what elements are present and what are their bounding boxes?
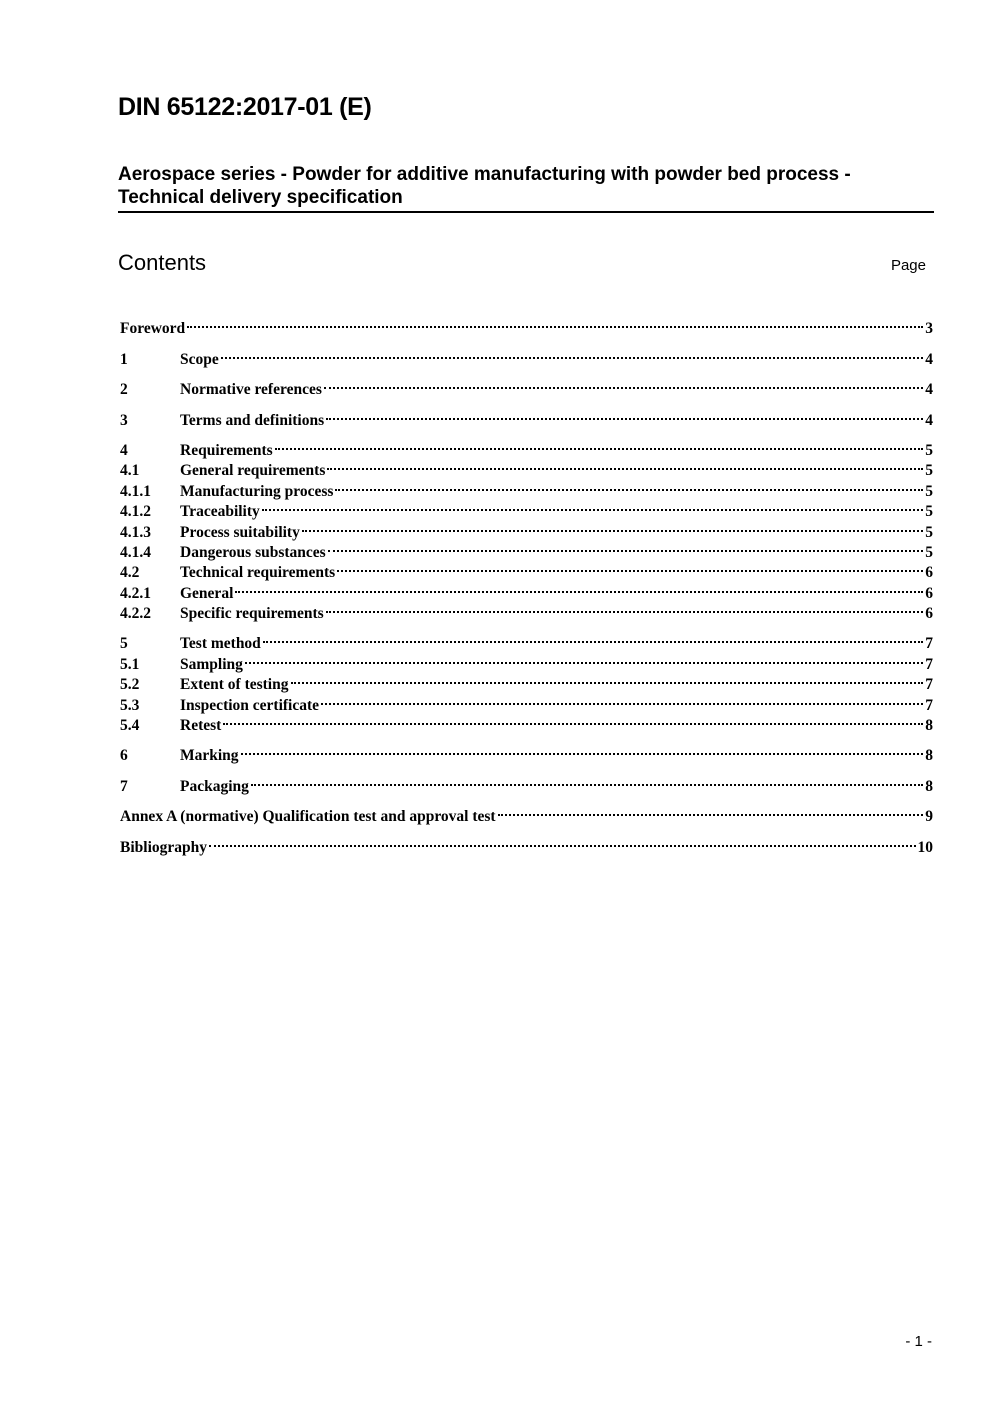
toc-entry-number: 7 [120,777,128,795]
toc-entry-label[interactable]: Foreword [120,320,186,338]
document-title-line-1: Aerospace series - Powder for additive manufacturing with powder bed process - [118,164,851,185]
toc-dot-leader [302,516,923,536]
toc-entry-number: 5.4 [120,717,140,735]
toc-entry-number: 4.1.2 [120,503,151,521]
document-title-line-2: Technical delivery specification [118,187,403,208]
toc-entry-label[interactable]: Annex A (normative) Qualification test and approval test [120,808,496,826]
toc-dot-leader [337,557,923,577]
toc-entry-page[interactable]: 5 [925,543,933,561]
toc-entry-page[interactable]: 6 [925,605,933,623]
toc-dot-leader [187,313,923,333]
toc-entry-page[interactable]: 4 [925,411,933,429]
toc-entry-label[interactable]: Specific requirements [180,605,324,623]
toc-dot-leader [326,404,923,424]
toc-entry-label[interactable]: Dangerous substances [180,543,326,561]
toc-entry-page[interactable]: 7 [925,676,933,694]
contents-heading: Contents [118,250,207,275]
toc-entry-label[interactable]: Scope [180,350,219,368]
toc-entry-number: 5.2 [120,676,140,694]
toc-entry[interactable] [120,710,933,735]
table-of-contents [120,313,933,856]
toc-entry-page[interactable]: 3 [925,320,933,338]
toc-entry[interactable] [120,628,933,653]
toc-entry-label[interactable]: Sampling [180,655,243,673]
toc-entry-label[interactable]: Marking [180,747,239,765]
toc-entry-label[interactable]: Requirements [180,441,273,459]
toc-entry-label[interactable]: General requirements [180,462,326,480]
toc-entry-page[interactable]: 4 [925,381,933,399]
toc-entry-page[interactable]: 7 [925,635,933,653]
toc-entry-number: 3 [120,411,128,429]
toc-entry-label[interactable]: Technical requirements [180,564,336,582]
toc-dot-leader [262,496,923,516]
toc-entry-number: 4.2.1 [120,584,151,602]
toc-dot-leader [263,628,923,648]
toc-entry-page[interactable]: 7 [925,655,933,673]
toc-entry-label[interactable]: Inspection certificate [180,696,320,714]
toc-entry-label[interactable]: Retest [180,717,222,735]
document-id: DIN 65122:2017-01 (E) [118,93,372,121]
document-title [118,163,934,213]
toc-entry-page[interactable]: 10 [917,838,933,856]
toc-entry[interactable] [120,598,933,623]
toc-dot-leader [321,689,923,709]
toc-dot-leader [223,710,923,730]
toc-entry-page[interactable]: 5 [925,441,933,459]
toc-entry-page[interactable]: 7 [925,696,933,714]
toc-entry-page[interactable]: 5 [925,523,933,541]
toc-entry[interactable] [120,343,933,368]
toc-entry-page[interactable]: 5 [925,482,933,500]
page-column-heading: Page [890,257,926,274]
toc-entry-number: 4.1.3 [120,523,151,541]
toc-entry-label[interactable]: Manufacturing process [180,482,334,500]
toc-entry-label[interactable]: Extent of testing [180,676,289,694]
toc-dot-leader [328,537,924,557]
toc-entry[interactable] [120,801,933,826]
toc-entry-number: 5.1 [120,655,140,673]
toc-entry-number: 1 [120,350,128,368]
toc-dot-leader [275,435,924,455]
toc-entry-label[interactable]: Packaging [180,777,249,795]
toc-entry-page[interactable]: 4 [925,350,933,368]
toc-entry[interactable] [120,770,933,795]
toc-entry-label[interactable]: Process suitability [180,523,300,541]
toc-entry-number: 4 [120,441,128,459]
toc-entry-label[interactable]: Traceability [180,503,260,521]
toc-entry-number: 2 [120,381,128,399]
toc-entry-page[interactable]: 8 [925,717,933,735]
toc-entry-number: 6 [120,747,128,765]
toc-dot-leader [326,598,924,618]
toc-entry-number: 5 [120,635,128,653]
toc-entry-page[interactable]: 8 [925,747,933,765]
toc-dot-leader [241,740,924,760]
toc-entry-page[interactable]: 6 [925,564,933,582]
toc-entry-page[interactable]: 5 [925,462,933,480]
toc-entry-label[interactable]: Bibliography [120,838,207,856]
toc-dot-leader [235,577,923,597]
toc-entry-number: 4.2.2 [120,605,151,623]
toc-entry-label[interactable]: General [180,584,234,602]
toc-entry-number: 4.2 [120,564,140,582]
toc-dot-leader [291,669,924,689]
toc-entry-page[interactable]: 6 [925,584,933,602]
toc-entry[interactable] [120,313,933,338]
toc-entry-label[interactable]: Test method [180,635,261,653]
toc-entry-number: 4.1 [120,462,140,480]
toc-dot-leader [251,770,923,790]
toc-entry-label[interactable]: Terms and definitions [180,411,325,429]
toc-entry[interactable] [120,577,933,602]
toc-entry-number: 5.3 [120,696,140,714]
toc-entry[interactable] [120,374,933,399]
toc-dot-leader [498,801,924,821]
toc-dot-leader [335,475,923,495]
toc-entry-page[interactable]: 8 [925,777,933,795]
toc-entry-number: 4.1.1 [120,482,151,500]
toc-entry[interactable] [120,435,933,459]
toc-entry-page[interactable]: 9 [925,808,933,826]
toc-dot-leader [324,374,923,394]
toc-entry[interactable] [120,831,933,856]
toc-dot-leader [327,455,923,475]
toc-entry[interactable] [120,404,933,429]
toc-dot-leader [245,648,923,668]
toc-entry-number: 4.1.4 [120,543,151,561]
toc-dot-leader [221,343,924,363]
toc-entry-label[interactable]: Normative references [180,381,322,399]
footer-page-number: - 1 - [905,1333,932,1350]
toc-dot-leader [209,831,916,851]
toc-entry[interactable] [120,740,933,765]
toc-entry-page[interactable]: 5 [925,503,933,521]
